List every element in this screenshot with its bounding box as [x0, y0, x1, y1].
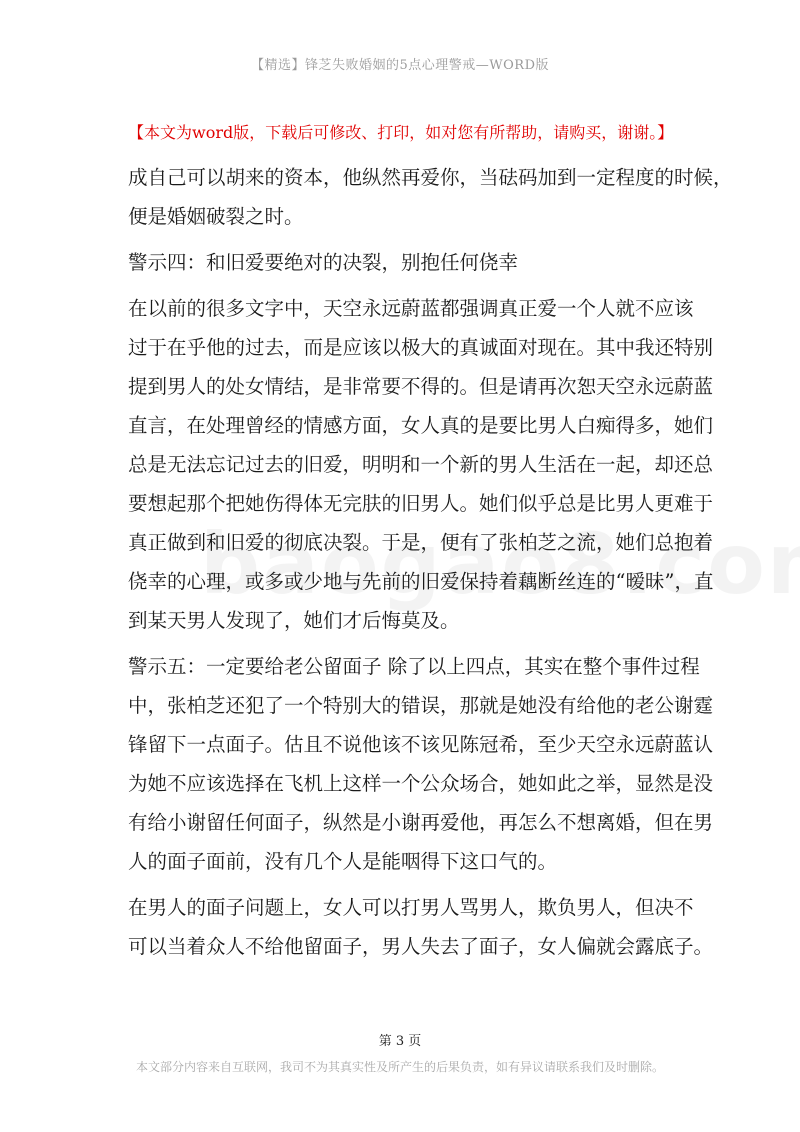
paragraph: [128, 888, 714, 966]
text-line: 要想起那个把她伤得体无完肤的旧男人。她们似乎总是比男人更难于: [128, 492, 714, 515]
text-line: 警示五：一定要给老公留面子 除了以上四点，其实在整个事件过程: [128, 655, 700, 678]
text-line: 有给小谢留任何面子，纵然是小谢再爱他，再怎么不想离婚，但在男: [128, 811, 714, 834]
text-line: 中，张柏芝还犯了一个特别大的错误，那就是她没有给他的老公谢霆: [128, 694, 714, 717]
text-line: 提到男人的处女情结，是非常要不得的。但是请再次恕天空永远蔚蓝: [128, 375, 714, 398]
text-line: 过于在乎他的过去，而是应该以极大的真诚面对现在。其中我还特别: [128, 336, 714, 359]
text-line: 到某天男人发现了，她们才后悔莫及。: [128, 609, 460, 632]
text-line: 在以前的很多文字中，天空永远蔚蓝都强调真正爱一个人就不应该: [128, 297, 694, 320]
text-line: 为她不应该选择在飞机上这样一个公众场合，她如此之举，显然是没: [128, 772, 714, 795]
text-line: 便是婚姻破裂之时。: [128, 205, 304, 228]
page-number: 第 3 页: [378, 1034, 422, 1049]
download-notice: 【本文为word版，下载后可修改、打印，如对您有所帮助，请购买，谢谢。】: [128, 123, 674, 142]
section-heading: [128, 243, 688, 282]
text-line: 在男人的面子问题上，女人可以打男人骂男人，欺负男人，但决不: [128, 896, 694, 919]
text-line: 警示四：和旧爱要绝对的决裂，别抱任何侥幸: [128, 251, 519, 274]
text-line: 可以当着众人不给他留面子，男人失去了面子，女人偏就会露底子。: [128, 935, 714, 958]
body-text: [128, 158, 733, 966]
text-line: 锋留下一点面子。估且不说他该不该见陈冠希，至少天空永远蔚蓝认: [128, 733, 714, 756]
text-line: 直言，在处理曾经的情感方面，女人真的是要比男人白痴得多，她们: [128, 414, 714, 437]
text-line: 真正做到和旧爱的彻底决裂。于是，便有了张柏芝之流，她们总抱着: [128, 531, 714, 554]
paragraph: [128, 158, 733, 236]
text-line: 人的面子面前，没有几个人是能咽得下这口气的。: [128, 850, 558, 873]
page-header: 【精选】锋芝失败婚姻的5点心理警戒—WORD版: [250, 58, 549, 73]
text-line: 侥幸的心理，或多或少地与先前的旧爱保持着藕断丝连的“暧昧”，直: [128, 570, 714, 593]
page-footer: 本文部分内容来自互联网，我司不为其真实性及所产生的后果负责，如有异议请联系我们及时删除。: [135, 1060, 664, 1074]
text-line: 成自己可以胡来的资本，他纵然再爱你，当砝码加到一定程度的时候，: [128, 166, 733, 189]
paragraph: [128, 289, 714, 640]
text-line: 总是无法忘记过去的旧爱，明明和一个新的男人生活在一起，却还总: [128, 453, 714, 476]
paragraph: [128, 647, 714, 881]
